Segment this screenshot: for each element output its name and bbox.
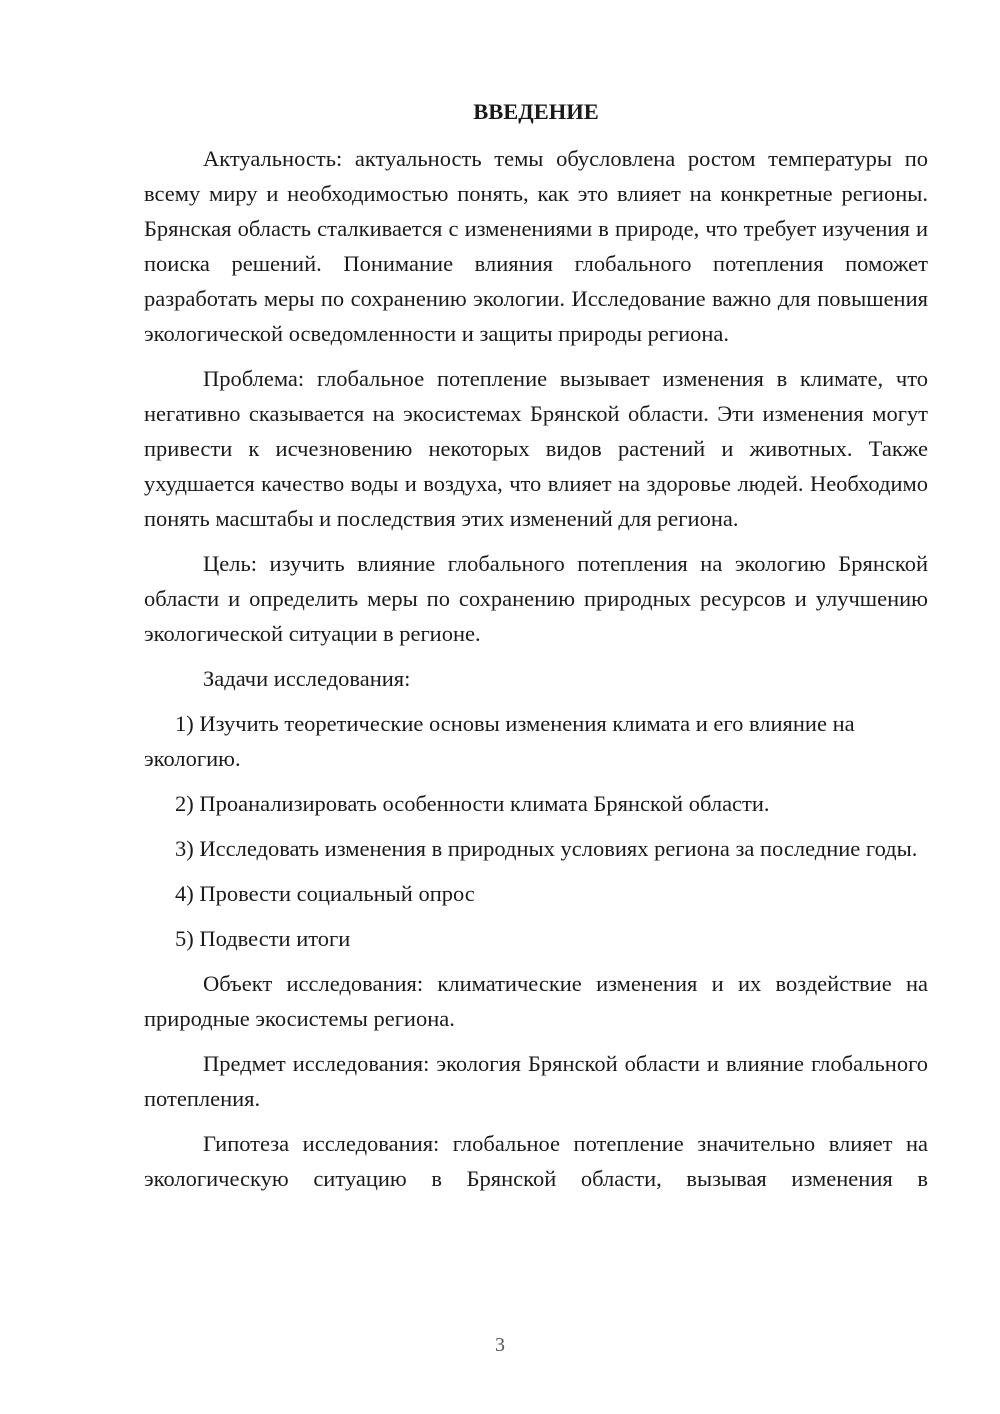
task-item-2: 2) Проанализировать особенности климата Брянской области. (175, 791, 770, 816)
paragraph-object: Объект исследования: климатические изменения и их воздействие на природные экосистемы региона. (144, 971, 928, 1031)
paragraph-hypothesis: Гипотеза исследования: глобальное потепление значительно влияет на экологическую ситуацию в Брянской области, вызывая изменения в (144, 1131, 928, 1191)
page-title: ВВЕДЕНИЕ (473, 99, 599, 124)
task-item-5: 5) Подвести итоги (175, 926, 351, 951)
paragraph-problem: Проблема: глобальное потепление вызывает изменения в климате, что негативно сказывается на экосистемах Брянской области. Эти изменения могут привести к исчезновению некоторых видов растений и животных. Также ухудшается качество воды и воздуха, что влияет на здоровье людей. Необходимо понять масштабы и последствия этих изменений для региона. (144, 366, 928, 531)
paragraph-subject: Предмет исследования: экология Брянской области и влияние глобального потепления. (144, 1051, 928, 1111)
document-page (144, 94, 928, 1196)
task-item-4: 4) Провести социальный опрос (175, 881, 475, 906)
page-number: 3 (495, 1334, 505, 1356)
tasks-heading: Задачи исследования: (203, 666, 411, 691)
task-item-3: 3) Исследовать изменения в природных условиях региона за последние годы. (175, 836, 918, 861)
paragraph-relevance: Актуальность: актуальность темы обусловлена ростом температуры по всему миру и необходимостью понять, как это влияет на конкретные регионы. Брянская область сталкивается с изменениями в природе, что требует изучения и поиска решений. Понимание влияния глобального потепления поможет разработать меры по сохранению экологии. Исследование важно для повышения экологической осведомленности и защиты природы региона. (144, 146, 928, 346)
paragraph-goal: Цель: изучить влияние глобального потепления на экологию Брянской области и определить меры по сохранению природных ресурсов и улучшению экологической ситуации в регионе. (144, 551, 928, 646)
task-item-1: 1) Изучить теоретические основы изменения климата и его влияние на экологию. (144, 711, 855, 771)
